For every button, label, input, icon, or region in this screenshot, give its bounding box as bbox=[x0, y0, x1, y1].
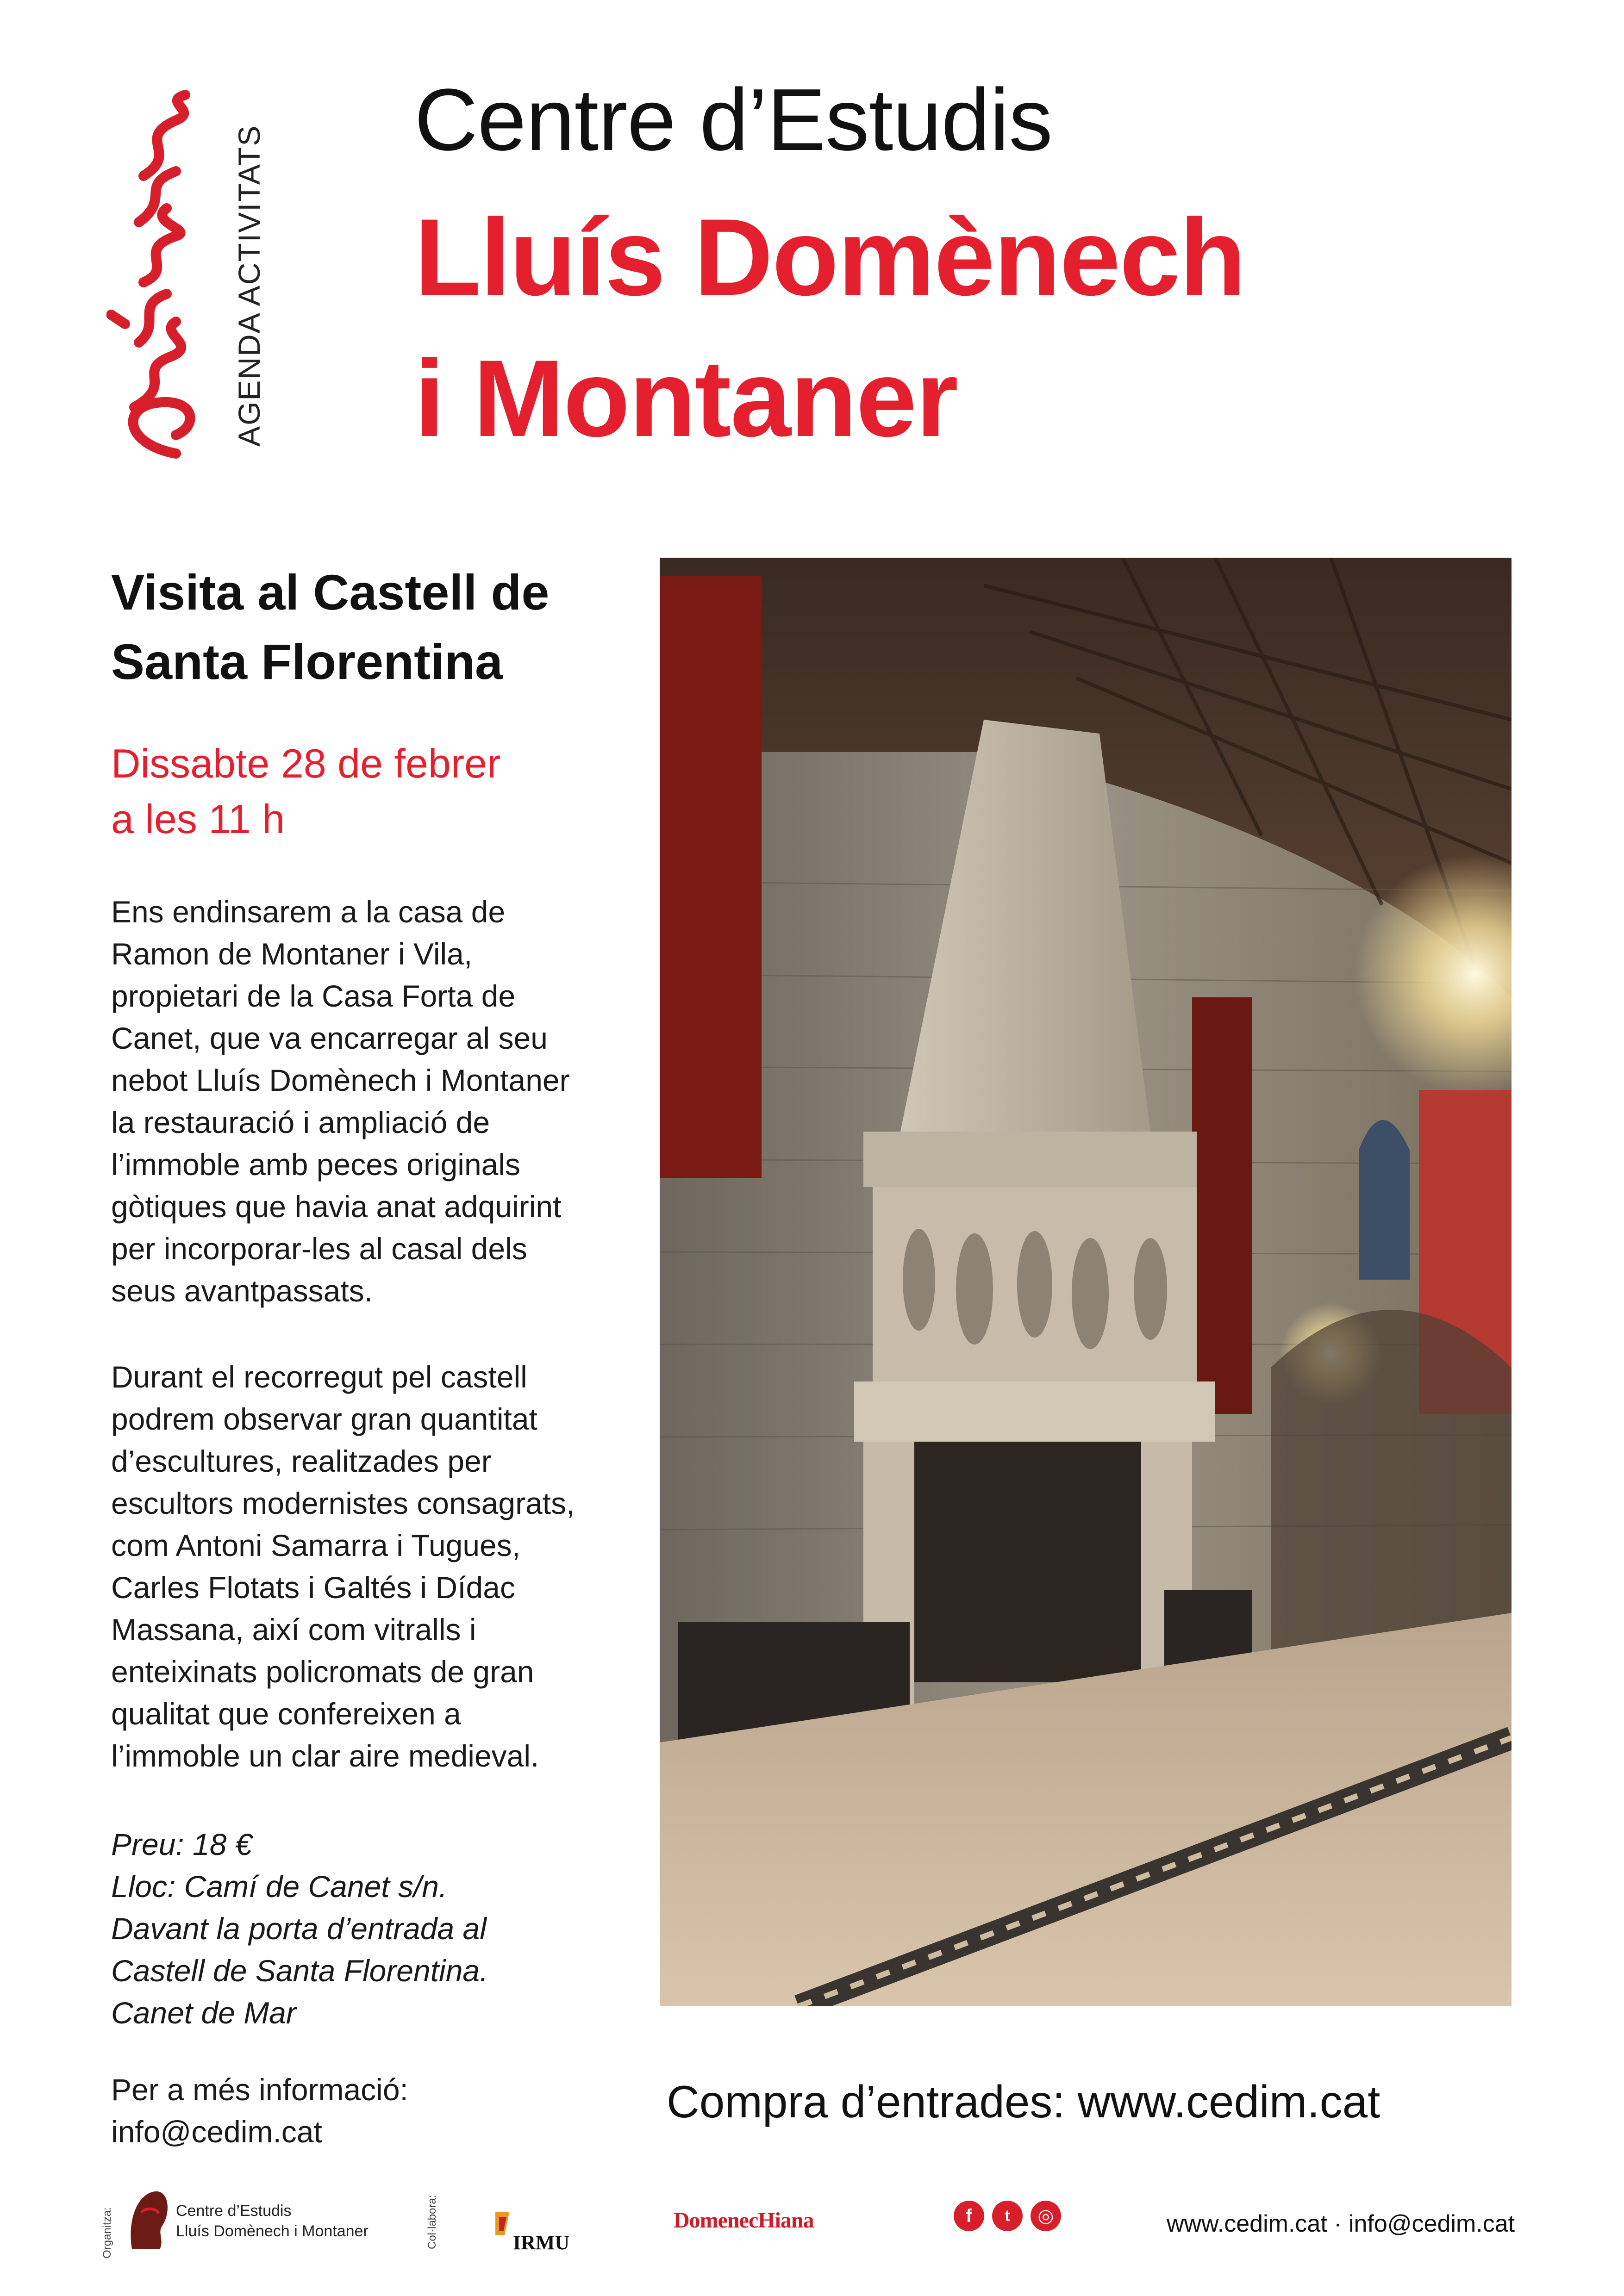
paragraph-line: Durant el recorregut pel castell bbox=[111, 1360, 527, 1394]
org-name-line: Lluís Domènech i Montaner bbox=[176, 2222, 369, 2240]
description-paragraph-2 bbox=[111, 1356, 630, 1777]
castle-interior-photo bbox=[660, 558, 1512, 2006]
paragraph-line: Carles Flotats i Galtés i Dídac bbox=[111, 1570, 515, 1605]
paragraph-line: enteixinats policromats de gran bbox=[111, 1655, 534, 1689]
title-centre-estudis: Centre d’Estudis bbox=[414, 71, 1053, 169]
col-labora-label: Col·labora: bbox=[426, 2195, 438, 2249]
paragraph-line: l’immoble un clar aire medieval. bbox=[111, 1739, 539, 1773]
domenech-signature-logo bbox=[106, 83, 213, 463]
description-paragraph-1 bbox=[111, 891, 630, 1312]
paragraph-line: Ens endinsarem a la casa de bbox=[111, 895, 506, 929]
footer-contact[interactable]: www.cedim.cat · info@cedim.cat bbox=[1167, 2210, 1515, 2237]
paragraph-line: gòtiques que havia anat adquirint bbox=[111, 1189, 562, 1224]
paragraph-line: escultors modernistes consagrats, bbox=[111, 1486, 575, 1520]
facebook-icon[interactable]: f bbox=[954, 2201, 984, 2231]
paragraph-line: nebot Lluís Domènech i Montaner bbox=[111, 1063, 570, 1097]
paragraph-line: l’immoble amb peces originals bbox=[111, 1147, 521, 1182]
instagram-icon[interactable]: ◎ bbox=[1031, 2201, 1061, 2231]
event-details bbox=[111, 1823, 630, 2034]
organitza-label: Organitza: bbox=[101, 2207, 113, 2259]
tickets-link[interactable]: Compra d’entrades: www.cedim.cat bbox=[667, 2076, 1380, 2127]
paragraph-line: qualitat que confereixen a bbox=[111, 1697, 461, 1731]
domenechiana-logo: DomenecHiana bbox=[674, 2208, 814, 2233]
location-line: Lloc: Camí de Canet s/n. bbox=[111, 1869, 448, 1904]
twitter-icon[interactable]: t bbox=[992, 2201, 1023, 2231]
paragraph-line: Canet, que va encarregar al seu bbox=[111, 1021, 548, 1055]
agenda-activitats-label: AGENDA ACTIVITATS bbox=[232, 124, 266, 447]
event-time-line: a les 11 h bbox=[111, 796, 285, 842]
event-title bbox=[111, 558, 630, 697]
paragraph-line: com Antoni Samarra i Tugues, bbox=[111, 1528, 521, 1562]
price-line: Preu: 18 € bbox=[111, 1827, 252, 1861]
title-lluis-domenech: Lluís Domènech bbox=[414, 196, 1245, 318]
paragraph-line: seus avantpassats. bbox=[111, 1274, 373, 1308]
location-line: Canet de Mar bbox=[111, 1996, 296, 2030]
paragraph-line: Ramon de Montaner i Vila, bbox=[111, 937, 473, 971]
event-title-line: Santa Florentina bbox=[111, 634, 503, 690]
irmu-logo bbox=[491, 2203, 569, 2259]
org-name-line: Centre d’Estudis bbox=[176, 2202, 292, 2220]
location-line: Davant la porta d’entrada al bbox=[111, 1911, 487, 1946]
paragraph-line: podrem observar gran quantitat bbox=[111, 1402, 537, 1436]
paragraph-line: per incorporar-les al casal dels bbox=[111, 1232, 527, 1266]
event-title-line: Visita al Castell de bbox=[111, 564, 550, 620]
paragraph-line: propietari de la Casa Forta de bbox=[111, 979, 516, 1013]
paragraph-line: Massana, així com vitralls i bbox=[111, 1612, 476, 1647]
paragraph-line: d’escultures, realitzades per bbox=[111, 1444, 492, 1478]
title-i-montaner: i Montaner bbox=[414, 337, 958, 460]
irmu-text: IRMU bbox=[513, 2231, 569, 2254]
more-info-label: Per a més informació: bbox=[111, 2072, 408, 2107]
event-date-line: Dissabte 28 de febrer bbox=[111, 740, 501, 786]
cedim-portrait-logo bbox=[123, 2184, 174, 2254]
paragraph-line: la restauració i ampliació de bbox=[111, 1105, 490, 1139]
more-info bbox=[111, 2069, 630, 2153]
event-date bbox=[111, 736, 630, 847]
location-line: Castell de Santa Florentina. bbox=[111, 1954, 488, 1988]
more-info-email-link[interactable]: info@cedim.cat bbox=[111, 2115, 322, 2149]
footer-org-name bbox=[176, 2201, 369, 2241]
